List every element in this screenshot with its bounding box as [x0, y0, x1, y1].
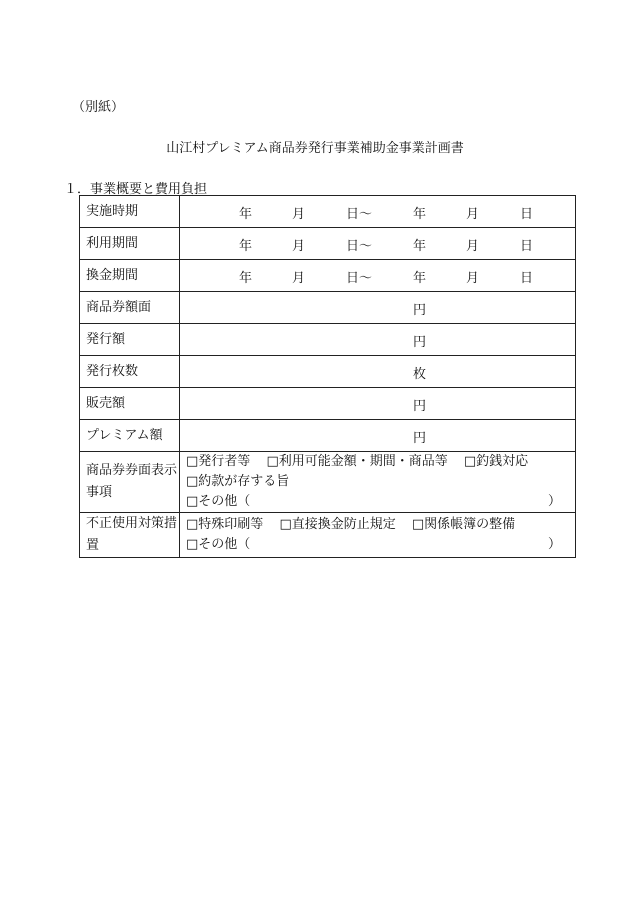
field-premium-amount[interactable] — [180, 420, 576, 452]
unit-month: 月 — [292, 271, 306, 286]
field-issue-count[interactable] — [180, 356, 576, 388]
row-implementation-period — [80, 196, 576, 228]
checkbox-ledger[interactable]: □関係帳簿の整備 — [411, 517, 516, 532]
field-sales-amount[interactable] — [180, 388, 576, 420]
checkbox-issuer[interactable]: □発行者等 — [186, 454, 251, 469]
field-face-value[interactable] — [180, 292, 576, 324]
unit-year: 年 — [239, 271, 253, 286]
checkbox-direct-exchange[interactable]: □直接換金防止規定 — [279, 517, 396, 532]
checkbox-fraud-other[interactable]: □その他（ — [186, 537, 251, 552]
unit-day-from: 日～ — [346, 207, 373, 222]
row-display-items — [80, 452, 576, 513]
unit-month: 月 — [466, 271, 480, 286]
unit-month: 月 — [466, 207, 480, 222]
field-exchange-period[interactable] — [180, 260, 576, 292]
label-face-value: 商品券額面 — [80, 292, 180, 324]
label-issue-count: 発行枚数 — [80, 356, 180, 388]
label-premium-amount: プレミアム額 — [80, 420, 180, 452]
label-display-items: 商品券券面表示事項 — [80, 452, 180, 513]
close-paren: ） — [547, 494, 561, 509]
unit-year: 年 — [239, 207, 253, 222]
checkbox-usage-terms[interactable]: □利用可能金額・期間・商品等 — [266, 454, 448, 469]
unit-sheets: 枚 — [413, 367, 427, 382]
label-usage-period: 利用期間 — [80, 228, 180, 260]
row-issue-count — [80, 356, 576, 388]
checkbox-other[interactable]: □その他（ — [186, 494, 251, 509]
label-issue-amount: 発行額 — [80, 324, 180, 356]
unit-yen: 円 — [413, 431, 427, 446]
unit-year: 年 — [413, 271, 427, 286]
label-implementation-period: 実施時期 — [80, 196, 180, 228]
checkbox-change[interactable]: □釣銭対応 — [463, 454, 529, 469]
plan-table — [79, 195, 576, 558]
unit-year: 年 — [413, 207, 427, 222]
checkbox-terms[interactable]: □約款が存する旨 — [186, 474, 290, 489]
section-heading: １．事業概要と費用負担 — [64, 182, 208, 197]
unit-day: 日 — [520, 239, 534, 254]
unit-month: 月 — [466, 239, 480, 254]
unit-yen: 円 — [413, 303, 427, 318]
unit-day: 日 — [520, 207, 534, 222]
label-fraud-measures: 不正使用対策措置 — [80, 513, 180, 558]
row-usage-period — [80, 228, 576, 260]
field-issue-amount[interactable] — [180, 324, 576, 356]
field-usage-period[interactable] — [180, 228, 576, 260]
document-title: 山江村プレミアム商品券発行事業補助金事業計画書 — [166, 141, 464, 156]
field-display-items — [180, 452, 576, 513]
unit-year: 年 — [239, 239, 253, 254]
unit-day-from: 日～ — [346, 239, 373, 254]
row-premium-amount — [80, 420, 576, 452]
close-paren: ） — [547, 537, 561, 552]
field-fraud-measures — [180, 513, 576, 558]
unit-month: 月 — [292, 239, 306, 254]
unit-yen: 円 — [413, 399, 427, 414]
label-sales-amount: 販売額 — [80, 388, 180, 420]
annex-label: （別紙） — [72, 100, 125, 115]
row-exchange-period — [80, 260, 576, 292]
label-exchange-period: 換金期間 — [80, 260, 180, 292]
row-sales-amount — [80, 388, 576, 420]
checkbox-special-print[interactable]: □特殊印刷等 — [186, 517, 264, 532]
unit-year: 年 — [413, 239, 427, 254]
row-face-value — [80, 292, 576, 324]
field-implementation-period[interactable] — [180, 196, 576, 228]
unit-day-from: 日～ — [346, 271, 373, 286]
row-issue-amount — [80, 324, 576, 356]
unit-yen: 円 — [413, 335, 427, 350]
row-fraud-measures — [80, 513, 576, 558]
unit-month: 月 — [292, 207, 306, 222]
unit-day: 日 — [520, 271, 534, 286]
